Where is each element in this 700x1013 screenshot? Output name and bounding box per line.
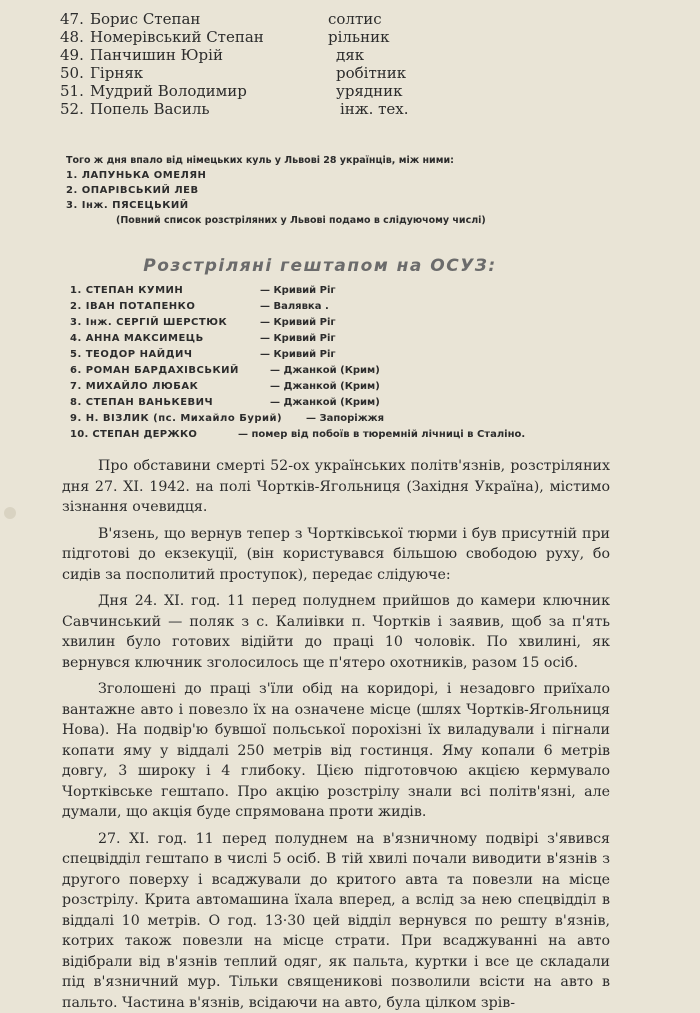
article-body (62, 456, 610, 1013)
list-item (70, 379, 630, 395)
item-number: 49. (60, 46, 90, 64)
list-item: 2. ОПАРІВСЬКИЙ ЛЕВ (66, 183, 646, 198)
victim-name: 6. РОМАН БАРДАХІВСЬКИЙ (70, 363, 239, 379)
list-item (60, 64, 440, 82)
item-name: Гірняк (90, 64, 143, 82)
lviv-intro: Того ж дня впало від німецьких куль у Львові 28 українців, між ними: (66, 153, 646, 168)
list-item (70, 363, 630, 379)
item-role: дяк (336, 46, 364, 64)
victim-place: — Кривий Ріг (260, 283, 336, 299)
list-item (70, 315, 630, 331)
section-heading: Розстріляні гештапом на ОСУЗ: (0, 256, 640, 276)
list-item: 3. Інж. ПЯСЕЦЬКИЙ (66, 198, 646, 213)
list-item (60, 10, 440, 28)
list-item (60, 100, 440, 118)
list-item (70, 331, 630, 347)
item-name: Мудрий Володимир (90, 82, 247, 100)
victim-place: — Запоріжжя (306, 411, 384, 427)
list-item (60, 46, 440, 64)
victim-place: — Джанкой (Крим) (270, 363, 380, 379)
list-item (70, 411, 630, 427)
victim-name: 2. ІВАН ПОТАПЕНКО (70, 299, 195, 315)
paragraph: 27. XI. год. 11 перед полуднем на в'язничному подвірі з'явився спецвідділ гештапо в числі 5 осіб. В тій хвилі почали виводити в'язнів з другого поверху і всаджували до критого авта та повезли на місце розстрілу. Крита автомашина їхала вперед, а вслід за нею спецвідділ в віддалі 10 метрів. О год. 13·30 цей відділ вернувся по решту в'язнів, котрих також повезли на місце страти. При всаджуванні на авто відібрали від в'язнів теплий одяг, як пальта, куртки і все це складали під в'язничний мур. Тільки священикові позволили всісти на авто в пальто. Частина в'язнів, всідаючи на авто, була цілком зрів- (62, 829, 610, 1013)
paragraph: В'язень, що вернув тепер з Чортківської тюрми і був присутній при підготові до екзекуції, (він користувався більшою свободою руху, бо сидів за посполитий проступок), передає слідуюче: (62, 524, 610, 586)
victim-place: — Кривий Ріг (260, 331, 336, 347)
victim-place: — Валявка . (260, 299, 329, 315)
item-number: 48. (60, 28, 90, 46)
victim-name: 5. ТЕОДОР НАЙДИЧ (70, 347, 192, 363)
item-number: 50. (60, 64, 90, 82)
item-number: 51. (60, 82, 90, 100)
victim-name: 8. СТЕПАН ВАНЬКЕВИЧ (70, 395, 213, 411)
lviv-note: (Повний список розстріляних у Львові подамо в слідуючому числі) (66, 213, 646, 228)
list-item (60, 28, 440, 46)
list-item (60, 82, 440, 100)
victim-place: — Джанкой (Крим) (270, 379, 380, 395)
item-role: інж. тех. (340, 100, 409, 118)
item-name: Попель Василь (90, 100, 210, 118)
victim-place: — Кривий Ріг (260, 347, 336, 363)
item-role: робітник (336, 64, 406, 82)
list-item (70, 427, 630, 443)
item-name: Борис Степан (90, 10, 200, 28)
item-name: Номерівський Степан (90, 28, 264, 46)
item-name: Панчишин Юрій (90, 46, 223, 64)
victim-place: — Кривий Ріг (260, 315, 336, 331)
victim-name: 3. Інж. СЕРГІЙ ШЕРСТЮК (70, 315, 227, 331)
victim-name: 10. СТЕПАН ДЕРЖКО (70, 427, 197, 443)
victim-name: 7. МИХАЙЛО ЛЮБАК (70, 379, 198, 395)
victim-name: 1. СТЕПАН КУМИН (70, 283, 183, 299)
paper-hole-mark (4, 507, 16, 519)
victims-list-continued (60, 10, 440, 118)
item-number: 47. (60, 10, 90, 28)
paragraph: Про обставини смерті 52-ох українських політв'язнів, розстріляних дня 27. XI. 1942. на полі Чортків-Ягольниця (Західня Україна), містимо зізнання очевидця. (62, 456, 610, 518)
victim-name: 9. Н. ВІЗЛИК (пс. Михайло Бурий) (70, 411, 282, 427)
list-item (70, 299, 630, 315)
item-role: солтис (328, 10, 382, 28)
lviv-victims-block (66, 153, 646, 228)
list-item: 1. ЛАПУНЬКА ОМЕЛЯН (66, 168, 646, 183)
list-item (70, 395, 630, 411)
victim-place: — помер від побоїв в тюремній лічниці в Сталіно. (238, 427, 525, 443)
paragraph: Дня 24. XI. год. 11 перед полуднем прийшов до камери ключник Савчинський — поляк з с. Калиівки п. Чортків і заявив, щоб за п'ять хвилин було готових відійти до праці 10 чоловік. По хвилині, як вернувся ключник зголосилось ще п'ятеро охотників, разом 15 осіб. (62, 591, 610, 673)
list-item (70, 283, 630, 299)
victim-name: 4. АННА МАКСИМЕЦЬ (70, 331, 204, 347)
item-role: урядник (336, 82, 403, 100)
list-item (70, 347, 630, 363)
item-number: 52. (60, 100, 90, 118)
victim-place: — Джанкой (Крим) (270, 395, 380, 411)
gestapo-victims-list (70, 283, 630, 443)
item-role: рільник (328, 28, 389, 46)
paragraph: Зголошені до праці з'їли обід на коридорі, і незадовго приїхало вантажне авто і повезло їх на означене місце (шлях Чортків-Ягольниця Нова). На подвір'ю бувшої польської порохізні їх виладували і пігнали копати яму у віддалі 250 метрів від гостинця. Яму копали 6 метрів довгу, 3 широку і 4 глибоку. Цією підготовчою акцією кермувало Чортківське гештапо. Про акцію розстрілу знали всі політв'язні, але думали, що акція буде спрямована проти жидів. (62, 679, 610, 823)
